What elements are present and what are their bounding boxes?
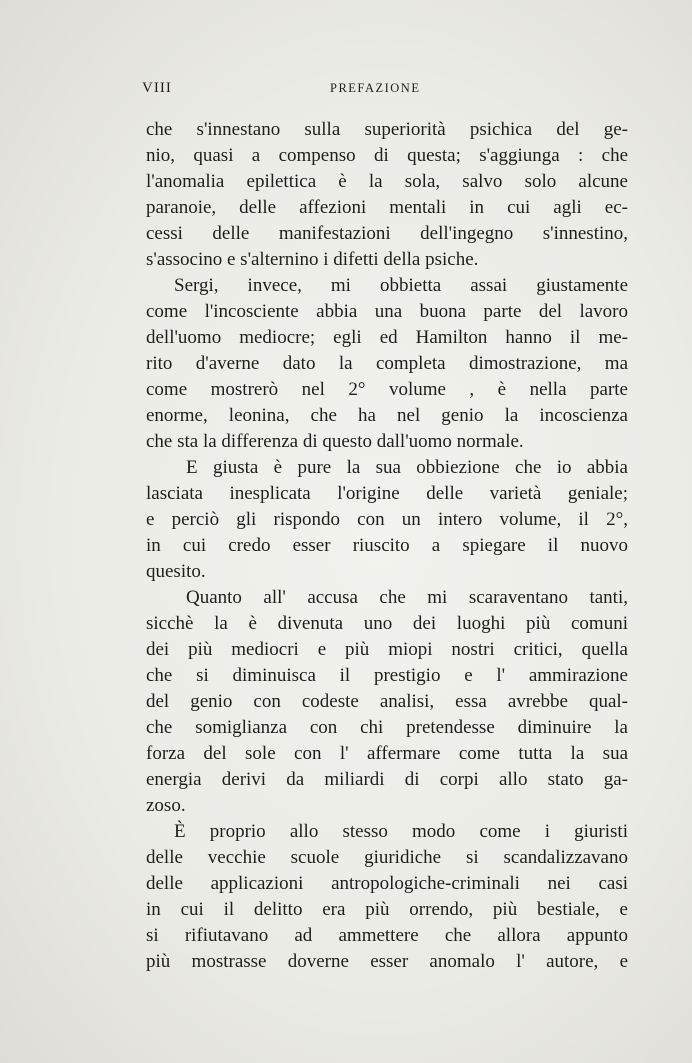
text-line: dell'uomo mediocre; egli ed Hamilton hanno il me- <box>146 327 628 348</box>
text-line: energia derivi da miliardi di corpi allo stato ga- <box>146 769 628 790</box>
text-line: come l'incosciente abbia una buona parte del lavoro <box>146 301 628 322</box>
text-line: s'associno e s'alternino i difetti della psiche. <box>146 249 479 270</box>
text-line: in cui il delitto era più orrendo, più bestiale, e <box>146 899 628 920</box>
text-line: Quanto all' accusa che mi scaraventano tanti, <box>186 587 628 608</box>
paragraph-1 <box>146 117 628 273</box>
text-line: si rifiutavano ad ammettere che allora appunto <box>146 925 628 946</box>
text-line: enorme, leonina, che ha nel genio la incoscienza <box>146 405 628 426</box>
page-number: VIII <box>142 80 172 96</box>
text-line: È proprio allo stesso modo come i giuristi <box>174 821 628 842</box>
paragraph-2 <box>146 273 628 455</box>
text-line: zoso. <box>146 795 186 816</box>
text-line: dei più mediocri e più miopi nostri critici, quella <box>146 639 628 660</box>
text-line: lasciata inesplicata l'origine delle varietà geniale; <box>146 483 628 504</box>
paragraph-5 <box>146 819 628 975</box>
body-text <box>146 117 628 975</box>
text-line: che si diminuisca il prestigio e l' ammirazione <box>146 665 628 686</box>
paragraph-3 <box>146 455 628 585</box>
text-line: in cui credo esser riuscito a spiegare il nuovo <box>146 535 628 556</box>
text-line: che sta la differenza di questo dall'uomo normale. <box>146 431 524 452</box>
paragraph-4 <box>146 585 628 819</box>
text-line: quesito. <box>146 561 206 582</box>
text-line: delle applicazioni antropologiche-criminali nei casi <box>146 873 628 894</box>
text-line: paranoie, delle affezioni mentali in cui agli ec- <box>146 197 628 218</box>
text-line: E giusta è pure la sua obbiezione che io abbia <box>186 457 628 478</box>
text-line: l'anomalia epilettica è la sola, salvo solo alcune <box>146 171 628 192</box>
text-line: sicchè la è divenuta uno dei luoghi più comuni <box>146 613 628 634</box>
text-line: che somiglianza con chi pretendesse diminuire la <box>146 717 628 738</box>
text-line: rito d'averne dato la completa dimostrazione, ma <box>146 353 628 374</box>
text-line: nio, quasi a compenso di questa; s'aggiunga : che <box>146 145 628 166</box>
text-line: come mostrerò nel 2° volume , è nella parte <box>146 379 628 400</box>
text-line: del genio con codeste analisi, essa avrebbe qual- <box>146 691 628 712</box>
running-head <box>142 80 662 104</box>
text-line: più mostrasse doverne esser anomalo l' autore, e <box>146 951 628 972</box>
text-line: delle vecchie scuole giuridiche si scandalizzavano <box>146 847 628 868</box>
text-line: Sergi, invece, mi obbietta assai giustamente <box>174 275 628 296</box>
text-line: che s'innestano sulla superiorità psichica del ge- <box>146 119 628 140</box>
running-title: PREFAZIONE <box>330 81 421 95</box>
text-line: forza del sole con l' affermare come tutta la sua <box>146 743 628 764</box>
text-line: cessi delle manifestazioni dell'ingegno s'innestino, <box>146 223 628 244</box>
text-line: e perciò gli rispondo con un intero volume, il 2°, <box>146 509 628 530</box>
